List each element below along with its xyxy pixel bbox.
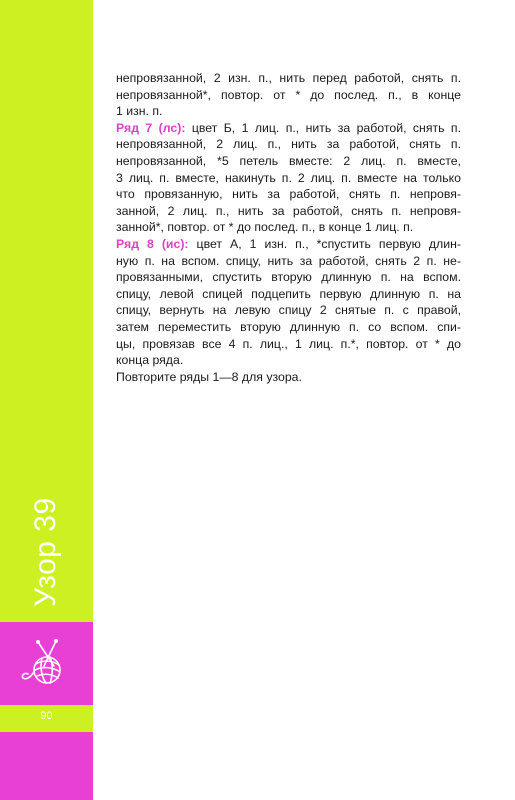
sidebar <box>0 0 93 800</box>
text-line: цы, провязав все 4 п. лиц., 1 лиц. п.*, повтор. от * до <box>116 336 461 351</box>
text-line: непровязанной*, повтор. от * до послед. п., в конце <box>116 87 461 102</box>
text-line: спицу, левой спицей подцепить первую длинную п. на <box>116 286 461 301</box>
text-line: спицу, вернуть на левую спицу 2 снятые п. с правой, <box>116 303 461 318</box>
row-label: Ряд 8 (ис): <box>116 236 189 251</box>
paragraph-continuation <box>116 70 461 120</box>
sidebar-magenta-bottom-block <box>0 732 93 800</box>
pattern-instructions <box>116 70 461 385</box>
text-line: непровязанной, 2 изн. п., нить перед работой, снять п. <box>116 71 461 85</box>
text-line: 3 лиц. п. вместе, накинуть п. 2 лиц. п. вместе на только <box>116 170 461 185</box>
text-line: провязанными, спустить вторую длинную п. на вспом. <box>116 270 461 285</box>
text-line: занной, 2 лиц. п., нить за работой, снять п. непровя- <box>116 203 461 218</box>
text-line: непровязанной, *5 петель вместе: 2 лиц. п. вместе, <box>116 153 461 168</box>
yarn-ball-needles-icon <box>20 638 72 690</box>
text-line: что провязанную, нить за работой, снять п. непровя- <box>116 187 461 202</box>
paragraph-row-8 <box>116 236 461 369</box>
text-line: затем переместить вторую длинную п. со вспом. спи- <box>116 319 461 334</box>
page-number: 90 <box>40 710 53 722</box>
text-line: занной*, повтор. от * до послед. п., в конце 1 лиц. п. <box>116 220 414 235</box>
row-label: Ряд 7 (лс): <box>116 120 186 135</box>
text-line: 1 изн. п. <box>116 104 163 119</box>
text-line: цвет А, 1 изн. п., *спустить первую длин- <box>188 236 461 251</box>
paragraph-row-7 <box>116 120 461 236</box>
paragraph-repeat <box>116 369 461 386</box>
text-line: цвет Б, 1 лиц. п., нить за работой, снять п. <box>185 120 461 135</box>
section-title: Узор 39 <box>29 497 62 607</box>
text-line: Повторите ряды 1—8 для узора. <box>116 369 302 384</box>
text-line: непровязанной, 2 лиц. п., нить за работой, снять п. <box>116 137 461 152</box>
text-line: конца ряда. <box>116 353 184 368</box>
watermark: FassionForum.ru <box>428 783 509 794</box>
text-line: ную п. на вспом. спицу, нить за работой, снять 2 п. не- <box>116 253 461 268</box>
